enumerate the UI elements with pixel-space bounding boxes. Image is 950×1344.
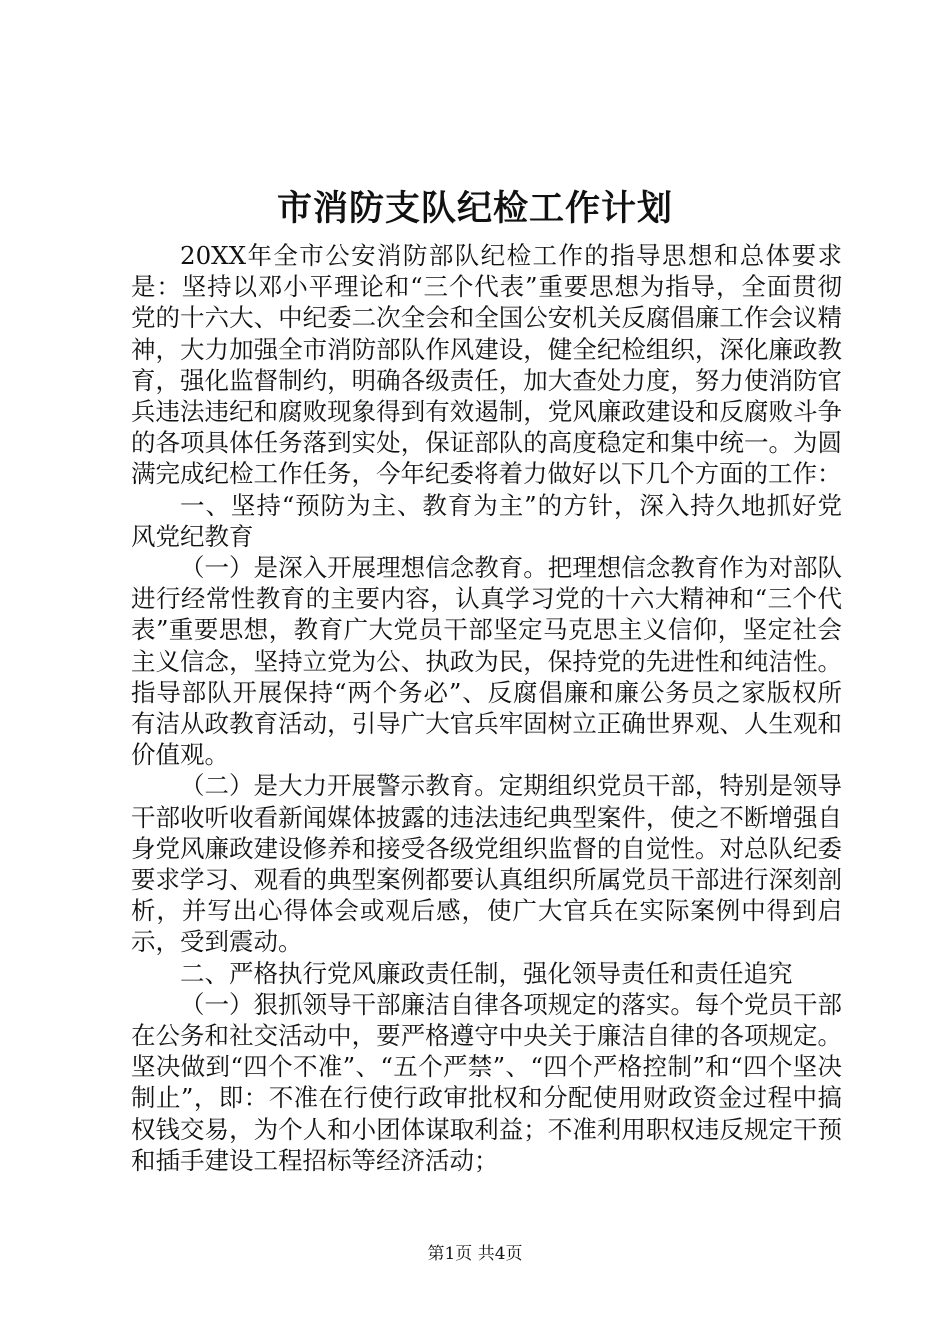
section-heading-1: 一、坚持“预防为主、教育为主”的方针，深入持久地抓好党风党纪教育 [131,490,842,551]
section-heading-2: 二、严格执行党风廉政责任制，强化领导责任和责任追究 [180,958,793,988]
intro-paragraph: 20XX年全市公安消防部队纪检工作的指导思想和总体要求是：坚持以邓小平理论和“三个代表”重要思想为指导，全面贯彻党的十六大、中纪委二次全会和全国公安机关反腐倡廉工作会议精神，大力加强全市消防部队作风建设，健全纪检组织，深化廉政教育，强化监督制约，明确各级责任，加大查处力度，努力使消防官兵违法违纪和腐败现象得到有效遏制，党风廉政建设和反腐败斗争的各项具体任务落到实处，保证部队的高度稳定和集中统一。为圆满完成纪检工作任务，今年纪委将着力做好以下几个方面的工作： [131,241,842,489]
subsection-1-2: （二）是大力开展警示教育。定期组织党员干部，特别是领导干部收听收看新闻媒体披露的违法违纪典型案件，使之不断增强自身党风廉政建设修养和接受各级党组织监督的自觉性。对总队纪委要求学习、观看的典型案例都要认真组织所属党员干部进行深刻剖析，并写出心得体会或观后感，使广大官兵在实际案例中得到启示，受到震动。 [131,771,842,957]
document-body [131,240,842,1176]
document-title: 市消防支队纪检工作计划 [276,188,673,229]
page-footer: 第1页 共4页 [427,1244,523,1264]
subsection-1-1: （一）是深入开展理想信念教育。把理想信念教育作为对部队进行经常性教育的主要内容，认真学习党的十六大精神和“三个代表”重要思想，教育广大党员干部坚定马克思主义信仰，坚定社会主义信念，坚持立党为公、执政为民，保持党的先进性和纯洁性。指导部队开展保持“两个务必”、反腐倡廉和廉公务员之家版权所有洁从政教育活动，引导广大官兵牢固树立正确世界观、人生观和价值观。 [131,553,842,770]
subsection-2-1: （一）狠抓领导干部廉洁自律各项规定的落实。每个党员干部在公务和社交活动中，要严格遵守中央关于廉洁自律的各项规定。坚决做到“四个不准”、“五个严禁”、“四个严格控制”和“四个坚决制止”，即：不准在行使行政审批权和分配使用财政资金过程中搞权钱交易，为个人和小团体谋取利益；不准利用职权违反规定干预和插手建设工程招标等经济活动； [131,989,842,1175]
